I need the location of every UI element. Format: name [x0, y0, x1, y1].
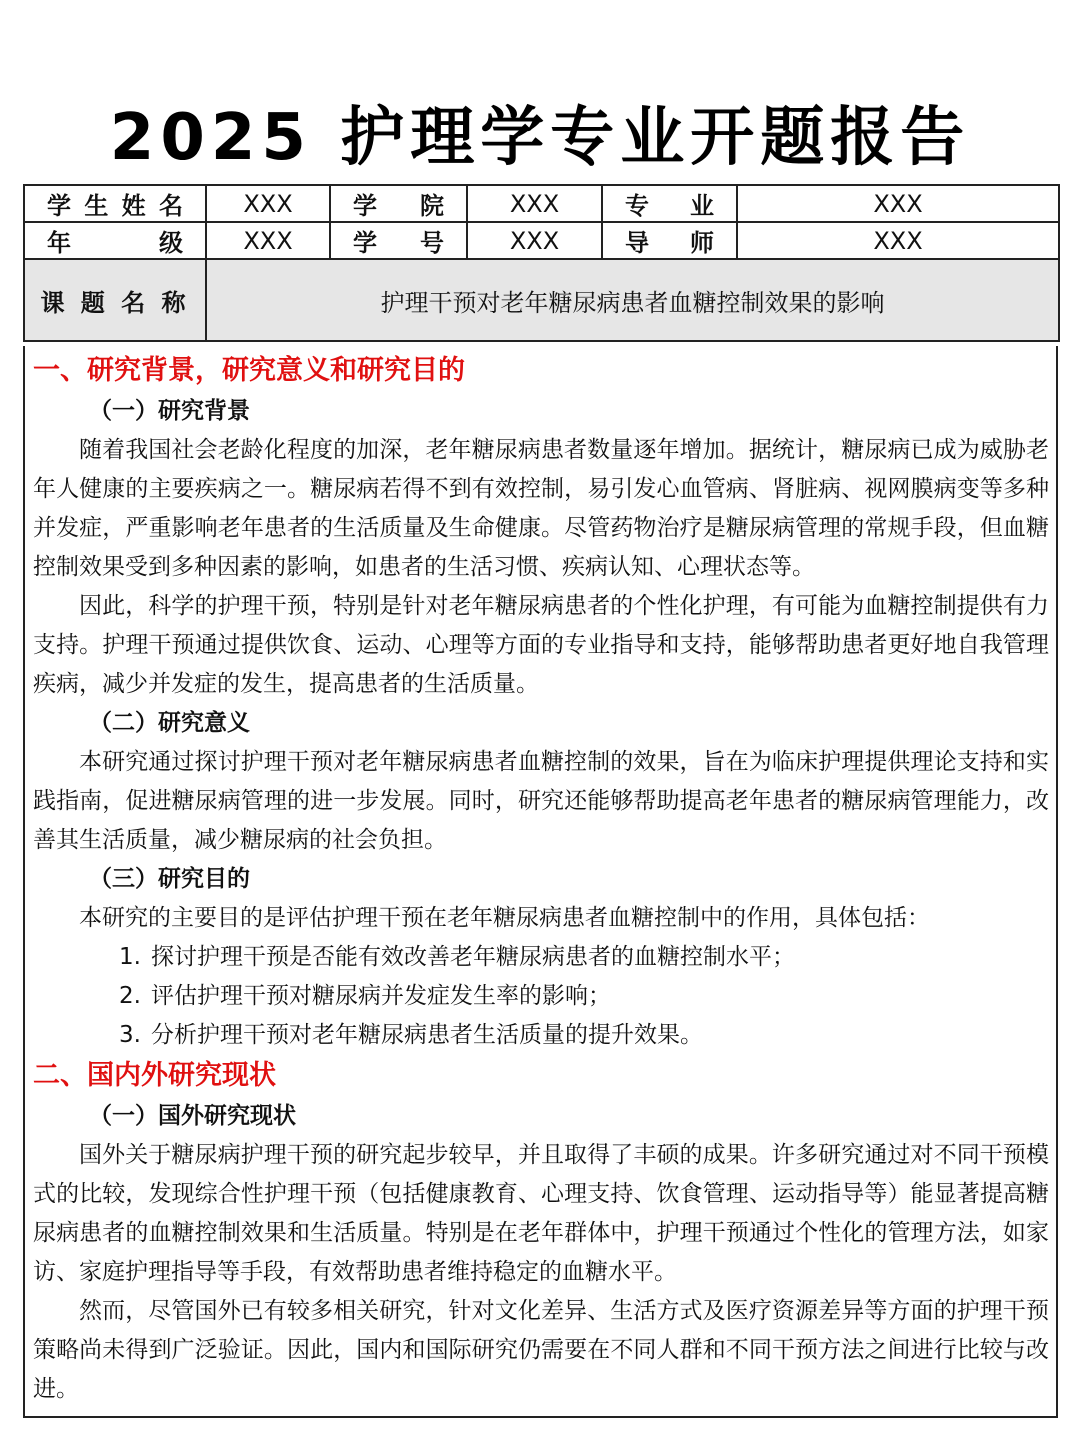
- student-name-label: 学 生 姓 名: [24, 185, 206, 222]
- subheading-significance: （二）研究意义: [89, 710, 250, 736]
- paragraph: 因此，科学的护理干预，特别是针对老年糖尿病患者的个性化护理，有可能为血糖控制提供有力支持。护理干预通过提供饮食、运动、心理等方面的专业指导和支持，能够帮助患者更好地自我管理疾病，减少并发症的发生，提高患者的生活质量。: [33, 593, 1049, 697]
- grade-value: XXX: [206, 222, 330, 259]
- student-id-label: 学 号: [330, 222, 467, 259]
- topic-label: 课 题 名 称: [24, 259, 206, 341]
- info-row-topic: [24, 259, 1059, 341]
- paragraph: 随着我国社会老龄化程度的加深，老年糖尿病患者数量逐年增加。据统计，糖尿病已成为威胁老年人健康的主要疾病之一。糖尿病若得不到有效控制，易引发心血管病、肾脏病、视网膜病变等多种并发症，严重影响老年患者的生活质量及生命健康。尽管药物治疗是糖尿病管理的常规手段，但血糖控制效果受到多种因素的影响，如患者的生活习惯、疾病认知、心理状态等。: [33, 437, 1049, 580]
- grade-label: 年 级: [24, 222, 206, 259]
- list-item: 3. 分析护理干预对老年糖尿病患者生活质量的提升效果。: [119, 1022, 703, 1048]
- subheading-foreign-research: （一）国外研究现状: [89, 1103, 296, 1129]
- info-row-1: [24, 185, 1059, 222]
- list-item: 1. 探讨护理干预是否能有效改善老年糖尿病患者的血糖控制水平；: [119, 944, 795, 970]
- section-heading-2: 二、国内外研究现状: [33, 1060, 276, 1091]
- student-name-value: XXX: [206, 185, 330, 222]
- paragraph: 本研究的主要目的是评估护理干预在老年糖尿病患者血糖控制中的作用，具体包括：: [79, 905, 930, 931]
- info-table: [23, 184, 1060, 342]
- paragraph: 本研究通过探讨护理干预对老年糖尿病患者血糖控制的效果，旨在为临床护理提供理论支持和实践指南，促进糖尿病管理的进一步发展。同时，研究还能够帮助提高老年患者的糖尿病管理能力，改善其生活质量，减少糖尿病的社会负担。: [33, 749, 1049, 853]
- info-row-2: [24, 222, 1059, 259]
- major-value: XXX: [737, 185, 1059, 222]
- student-id-value: XXX: [467, 222, 602, 259]
- report-title: 2025 护理学专业开题报告: [109, 101, 971, 175]
- college-label: 学 院: [330, 185, 467, 222]
- major-label: 专 业: [602, 185, 737, 222]
- paragraph: 然而，尽管国外已有较多相关研究，针对文化差异、生活方式及医疗资源差异等方面的护理干预策略尚未得到广泛验证。因此，国内和国际研究仍需要在不同人群和不同干预方法之间进行比较与改进。: [33, 1298, 1049, 1402]
- section-heading-1: 一、研究背景，研究意义和研究目的: [33, 355, 465, 386]
- topic-value: 护理干预对老年糖尿病患者血糖控制效果的影响: [206, 259, 1059, 341]
- advisor-value: XXX: [737, 222, 1059, 259]
- list-item: 2. 评估护理干预对糖尿病并发症发生率的影响；: [119, 983, 611, 1009]
- subheading-objectives: （三）研究目的: [89, 866, 250, 892]
- subheading-background: （一）研究背景: [89, 398, 250, 424]
- college-value: XXX: [467, 185, 602, 222]
- paragraph: 国外关于糖尿病护理干预的研究起步较早，并且取得了丰硕的成果。许多研究通过对不同干预模式的比较，发现综合性护理干预（包括健康教育、心理支持、饮食管理、运动指导等）能显著提高糖尿病患者的血糖控制效果和生活质量。特别是在老年群体中，护理干预通过个性化的管理方法，如家访、家庭护理指导等手段，有效帮助患者维持稳定的血糖水平。: [33, 1142, 1049, 1285]
- report-content: [33, 350, 1049, 1409]
- advisor-label: 导 师: [602, 222, 737, 259]
